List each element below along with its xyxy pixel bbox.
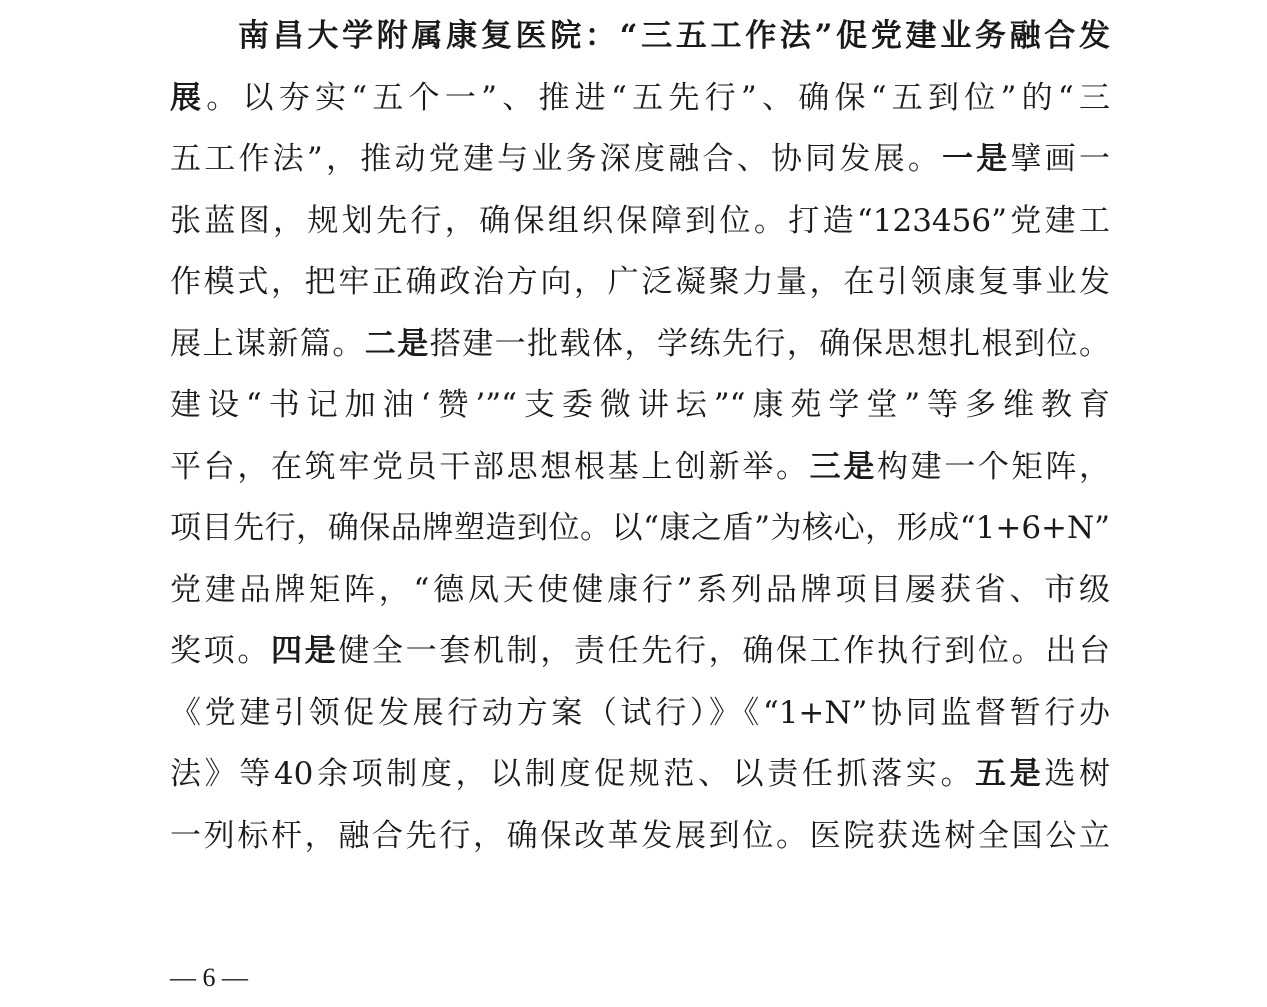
paragraph-heading: 南昌大学附属康复医院：“三五工作法”促党建业务融合发 (238, 18, 1110, 54)
paragraph-line (170, 6, 1110, 68)
ordinal-marker: 二是 (364, 325, 430, 362)
body-text: 健全一套机制，责任先行，确保工作执行到位。出台 (338, 633, 1110, 669)
paragraph-line (170, 683, 1110, 745)
ordinal-marker: 一是 (942, 141, 1011, 177)
body-text: 平台，在筑牢党员干部思想根基上创新举。 (170, 448, 810, 485)
body-text: 擘画一 (1010, 141, 1110, 177)
body-text: 法》等40余项制度，以制度促规范、以责任抓落实。 (170, 756, 976, 792)
body-text: 张蓝图，规划先行，确保组织保障到位。打造“123456”党建工 (170, 202, 1110, 239)
paragraph-line (170, 621, 1110, 683)
body-text: 选树 (1044, 756, 1110, 792)
paragraph-line (170, 129, 1110, 191)
body-text: 项目先行，确保品牌塑造到位。以“康之盾”为核心，形成“1+6+N” (170, 510, 1110, 546)
body-text: 展上谋新篇。 (170, 325, 365, 362)
body-text: 。以夯实“五个一”、推进“五先行”、确保“五到位”的“三 (206, 79, 1110, 116)
body-text: 建设“书记加油‘赞’”“支委微讲坛”“康苑学堂”等多维教育 (170, 387, 1110, 423)
body-text: 五工作法”，推动党建与业务深度融合、协同发展。 (170, 141, 943, 177)
body-text: 构建一个矩阵， (877, 448, 1110, 485)
paragraph-line (170, 560, 1110, 622)
paragraph-line (170, 437, 1110, 499)
paragraph-line (170, 314, 1110, 376)
paragraph-line (170, 498, 1110, 560)
paragraph-line (170, 252, 1110, 314)
paragraph-line (170, 806, 1110, 868)
body-text: 搭建一批载体，学练先行，确保思想扎根到位。 (429, 325, 1110, 362)
ordinal-marker: 三是 (809, 448, 878, 485)
body-paragraph (170, 6, 1110, 867)
body-text: 奖项。 (170, 633, 271, 669)
page-number: — 6 — (170, 963, 248, 992)
paragraph-heading: 展 (170, 79, 207, 116)
body-text: 《党建引领促发展行动方案（试行）》《“1+N”协同监督暂行办 (170, 694, 1110, 731)
body-text: 作模式，把牢正确政治方向，广泛凝聚力量，在引领康复事业发 (170, 264, 1110, 300)
ordinal-marker: 四是 (271, 633, 339, 669)
paragraph-line (170, 68, 1110, 130)
paragraph-line (170, 744, 1110, 806)
paragraph-line (170, 375, 1110, 437)
body-text: 党建品牌矩阵，“德凤天使健康行”系列品牌项目屡获省、市级 (170, 571, 1110, 608)
body-text: 一列标杆，融合先行，确保改革发展到位。医院获选树全国公立 (170, 817, 1110, 854)
ordinal-marker: 五是 (975, 756, 1045, 792)
paragraph-line (170, 191, 1110, 253)
